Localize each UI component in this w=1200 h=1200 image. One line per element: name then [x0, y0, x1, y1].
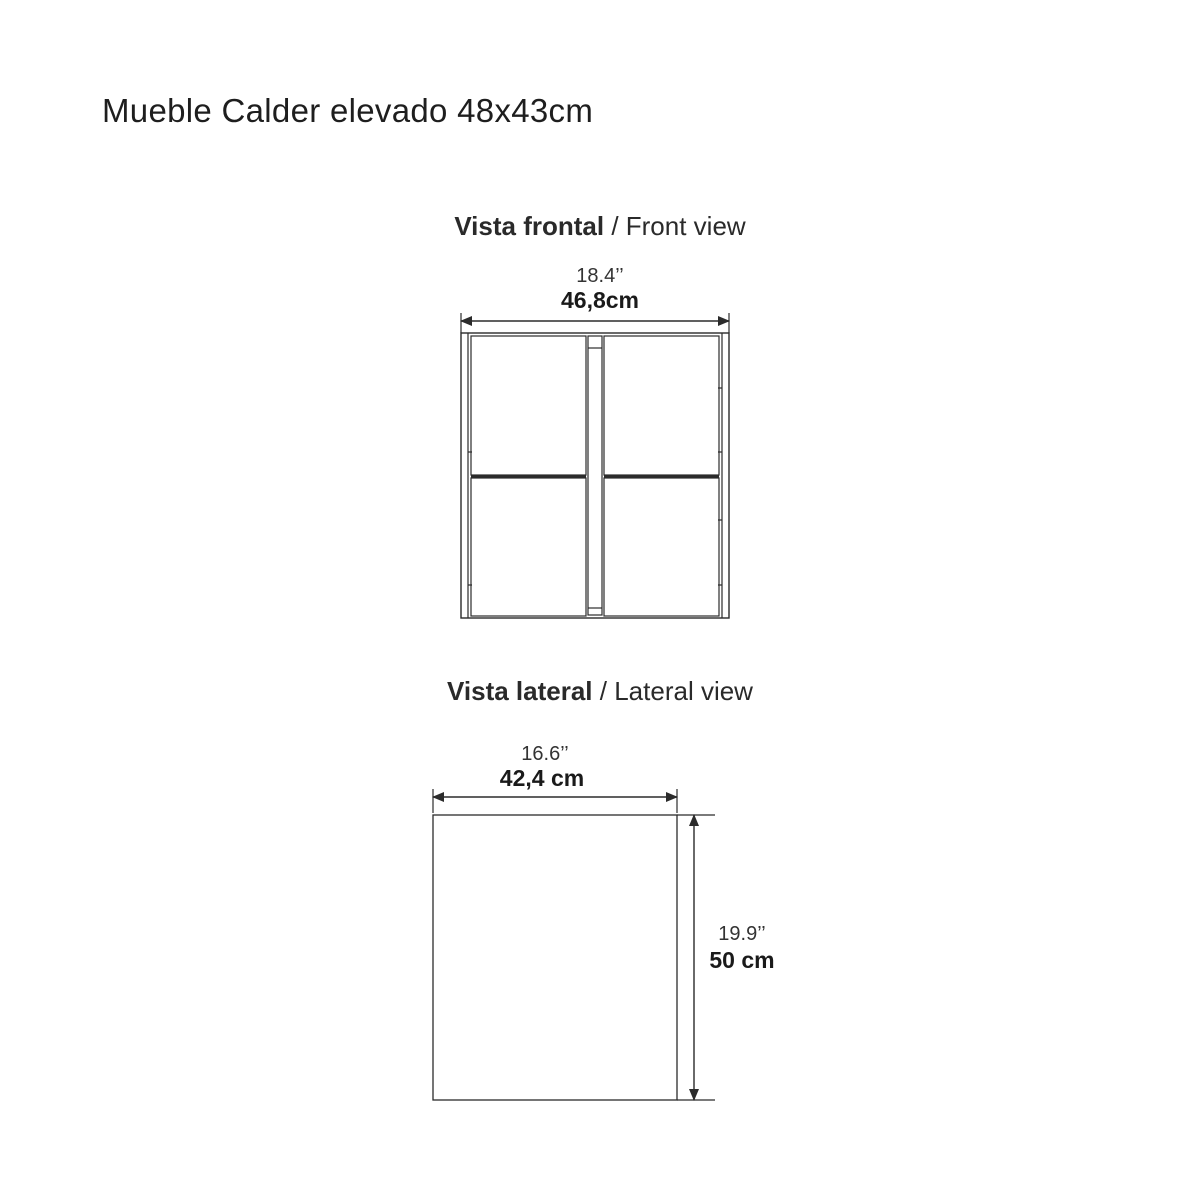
- front-door-top-right: [604, 336, 719, 475]
- front-width-inches: 18.4’’: [576, 265, 624, 287]
- front-center-divider: [588, 336, 602, 615]
- page-title: Mueble Calder elevado 48x43cm: [102, 92, 594, 129]
- front-view-heading-es: Vista frontal: [454, 211, 605, 241]
- front-width-cm: 46,8cm: [560, 287, 639, 313]
- lateral-view-heading-sep: /: [592, 676, 615, 706]
- lateral-view-heading-en: Lateral view: [614, 676, 753, 706]
- front-door-bottom-right: [604, 478, 719, 616]
- front-door-top-left: [471, 336, 586, 475]
- lateral-cabinet-outline: [433, 815, 677, 1100]
- front-view-heading-sep: /: [604, 211, 626, 241]
- lateral-depth-cm: 42,4 cm: [499, 765, 585, 791]
- lateral-depth-inches: 16.6’’: [521, 743, 569, 765]
- front-view-drawing: [461, 313, 729, 618]
- lateral-view-drawing: [433, 789, 715, 1100]
- lateral-view-heading-es: Vista lateral: [447, 676, 593, 706]
- lateral-height-cm: 50 cm: [709, 947, 775, 973]
- lateral-height-inches: 19.9’’: [718, 923, 766, 945]
- front-door-bottom-left: [471, 478, 586, 616]
- front-view-heading-en: Front view: [625, 211, 746, 241]
